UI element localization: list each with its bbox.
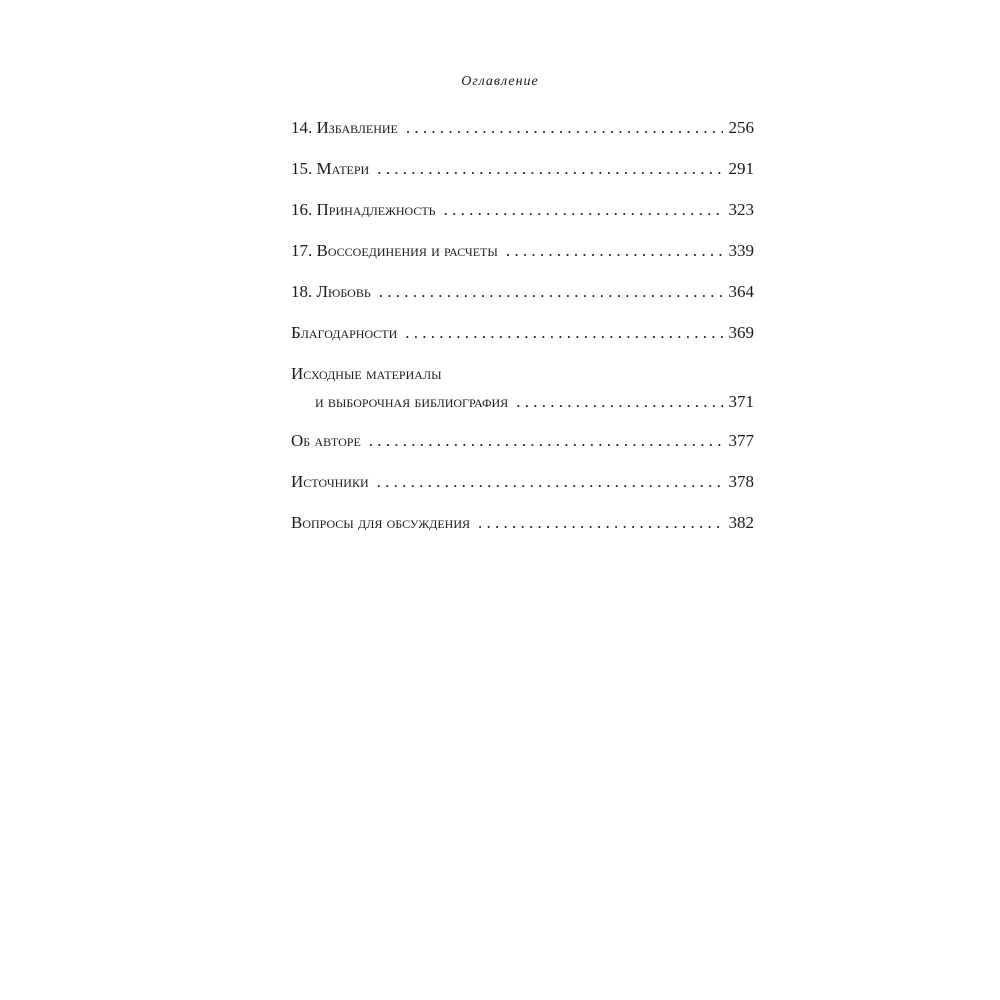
toc-entry-page: 377 — [728, 431, 754, 450]
leader-dots — [369, 432, 723, 449]
table-of-contents — [291, 118, 754, 554]
toc-entry-title: Благодарности — [291, 323, 398, 342]
toc-entry[interactable] — [291, 118, 754, 159]
toc-entry-title: 17. Воссоединения и расчеты — [291, 241, 498, 260]
toc-entry-page: 382 — [728, 513, 754, 532]
toc-entry[interactable] — [291, 431, 754, 472]
leader-dots — [377, 160, 722, 177]
leader-dots — [379, 283, 723, 300]
toc-entry-page: 256 — [728, 118, 754, 137]
leader-dots — [377, 473, 723, 490]
toc-entry-page: 369 — [728, 323, 754, 342]
toc-entry-title: 18. Любовь — [291, 282, 371, 301]
toc-entry-title-line1: Исходные материалы — [291, 364, 442, 383]
toc-entry[interactable] — [291, 513, 754, 554]
toc-entry-title: 14. Избавление — [291, 118, 398, 137]
toc-entry-title: 16. Принадлежность — [291, 200, 436, 219]
leader-dots — [478, 514, 722, 531]
leader-dots — [405, 324, 722, 341]
toc-entry-page: 291 — [728, 159, 754, 178]
toc-entry[interactable] — [291, 360, 754, 431]
toc-entry-page: 339 — [728, 241, 754, 260]
toc-entry[interactable] — [291, 323, 754, 364]
leader-dots — [506, 242, 723, 259]
toc-entry-line2 — [291, 388, 754, 416]
leader-dots — [516, 393, 722, 410]
toc-entry-title: 15. Матери — [291, 159, 370, 178]
toc-entry[interactable] — [291, 200, 754, 241]
toc-entry-page: 364 — [728, 282, 754, 301]
toc-entry-title: Об авторе — [291, 431, 361, 450]
running-header: Оглавление — [461, 74, 539, 89]
toc-entry-title-line2: и выборочная библиография — [315, 392, 509, 411]
leader-dots — [444, 201, 723, 218]
leader-dots — [406, 119, 723, 136]
toc-entry-page: 323 — [728, 200, 754, 219]
toc-entry[interactable] — [291, 159, 754, 200]
toc-entry-page: 371 — [728, 392, 754, 411]
toc-entry[interactable] — [291, 282, 754, 323]
toc-entry-title: Источники — [291, 472, 369, 491]
toc-entry[interactable] — [291, 472, 754, 513]
toc-entry[interactable] — [291, 241, 754, 282]
toc-entry-page: 378 — [728, 472, 754, 491]
toc-entry-title: Вопросы для обсуждения — [291, 513, 471, 532]
